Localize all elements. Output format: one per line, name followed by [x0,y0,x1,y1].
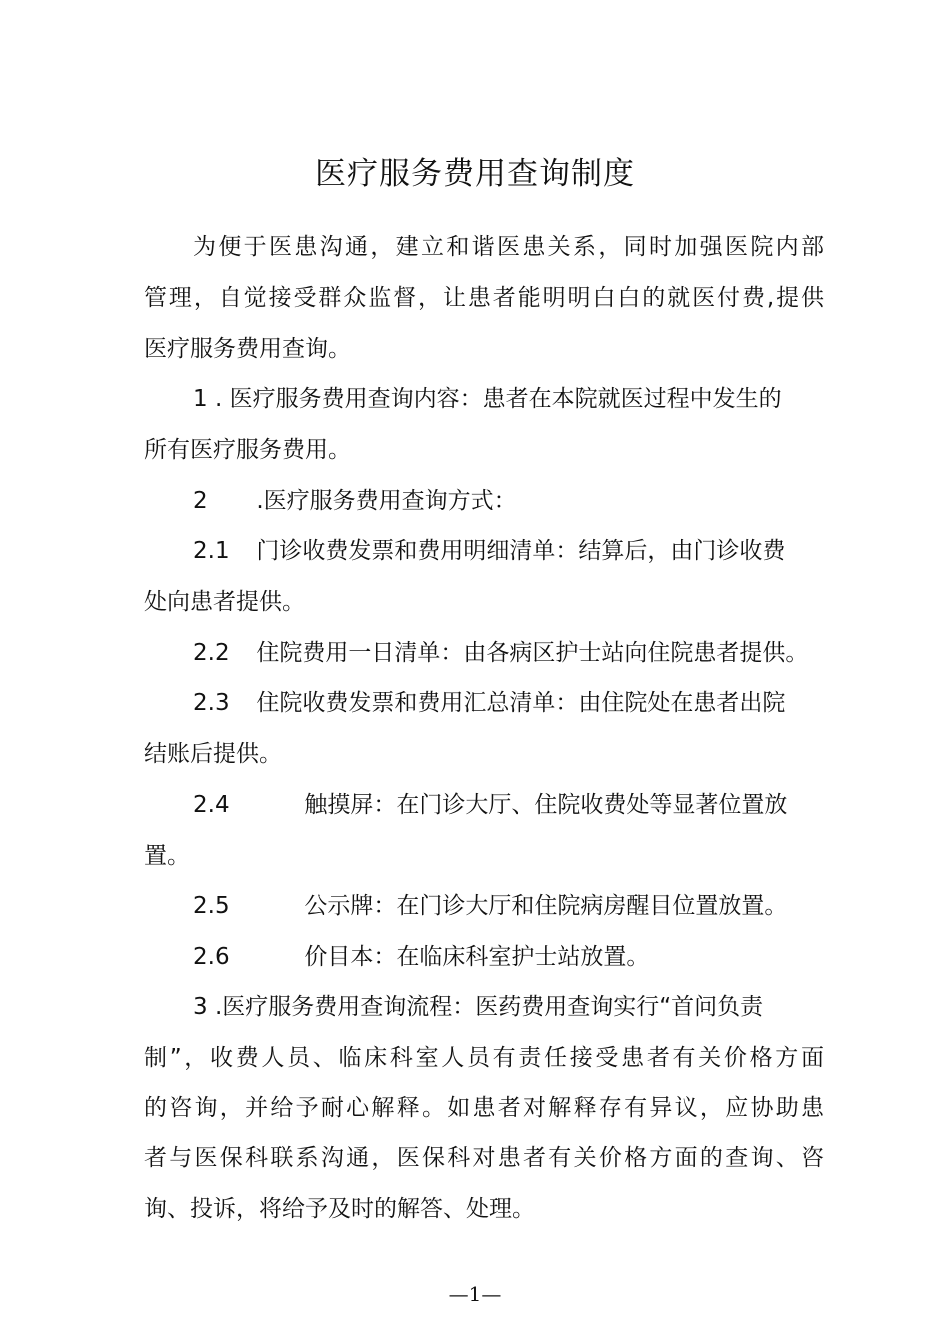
section-3-line-4: 者与医保科联系沟通，医保科对患者有关价格方面的查询、咨 [144,1145,824,1171]
section-2-1-text: 门诊收费发票和费用明细清单：结算后，由门诊收费 [256,538,786,564]
section-3-line-3: 的咨询，并给予耐心解释。如患者对解释存有异议，应协助患 [144,1095,824,1121]
section-3-line-5: 询、投诉，将给予及时的解答、处理。 [144,1196,535,1222]
section-2-5-text: 公示牌：在门诊大厅和住院病房醒目位置放置。 [304,893,788,919]
section-2-number: 2 [193,488,208,514]
section-1-line-1 [193,382,824,416]
section-2-3-line-2: 结账后提供。 [144,741,282,767]
section-2-3-number: 2.3 [193,690,230,716]
intro-line-2: 管理，自觉接受群众监督，让患者能明明白白的就医付费,提供 [144,285,824,311]
section-2-5-line [193,889,824,923]
section-2-1-line-1 [193,534,824,568]
page-number: —1— [448,1282,502,1306]
document-title: 医疗服务费用查询制度 [315,156,635,192]
section-2-6-number: 2.6 [193,944,230,970]
section-2-line [193,484,824,518]
section-2-2-text: 住院费用一日清单：由各病区护士站向住院患者提供。 [256,640,809,666]
section-2-6-text: 价目本：在临床科室护士站放置。 [304,944,650,970]
section-1-number: 1 [193,386,208,412]
section-3-text: .医疗服务费用查询流程：医药费用查询实行“首问负责 [214,994,764,1020]
section-2-3-text: 住院收费发票和费用汇总清单：由住院处在患者出院 [256,690,786,716]
section-2-4-text: 触摸屏：在门诊大厅、住院收费处等显著位置放 [304,792,788,818]
section-2-4-line-2: 置。 [144,843,190,869]
section-2-2-number: 2.2 [193,640,230,666]
section-2-5-number: 2.5 [193,893,230,919]
section-2-1-number: 2.1 [193,538,230,564]
section-2-1-line-2: 处向患者提供。 [144,589,305,615]
section-2-4-number: 2.4 [193,792,230,818]
intro-line-3: 医疗服务费用查询。 [144,336,351,362]
section-2-2-line [193,636,824,670]
section-1-text: . 医疗服务费用查询内容：患者在本院就医过程中发生的 [214,386,782,412]
intro-line-1: 为便于医患沟通，建立和谐医患关系，同时加强医院内部 [193,234,824,260]
section-3-line-2: 制”，收费人员、临床科室人员有责任接受患者有关价格方面 [144,1045,824,1071]
section-3-number: 3 [193,994,208,1020]
section-2-6-line [193,940,824,974]
section-3-line-1 [193,990,824,1024]
section-1-line-2: 所有医疗服务费用。 [144,437,351,463]
section-2-3-line-1 [193,686,824,720]
section-2-4-line-1 [193,788,824,822]
section-2-text: .医疗服务费用查询方式： [256,488,517,514]
